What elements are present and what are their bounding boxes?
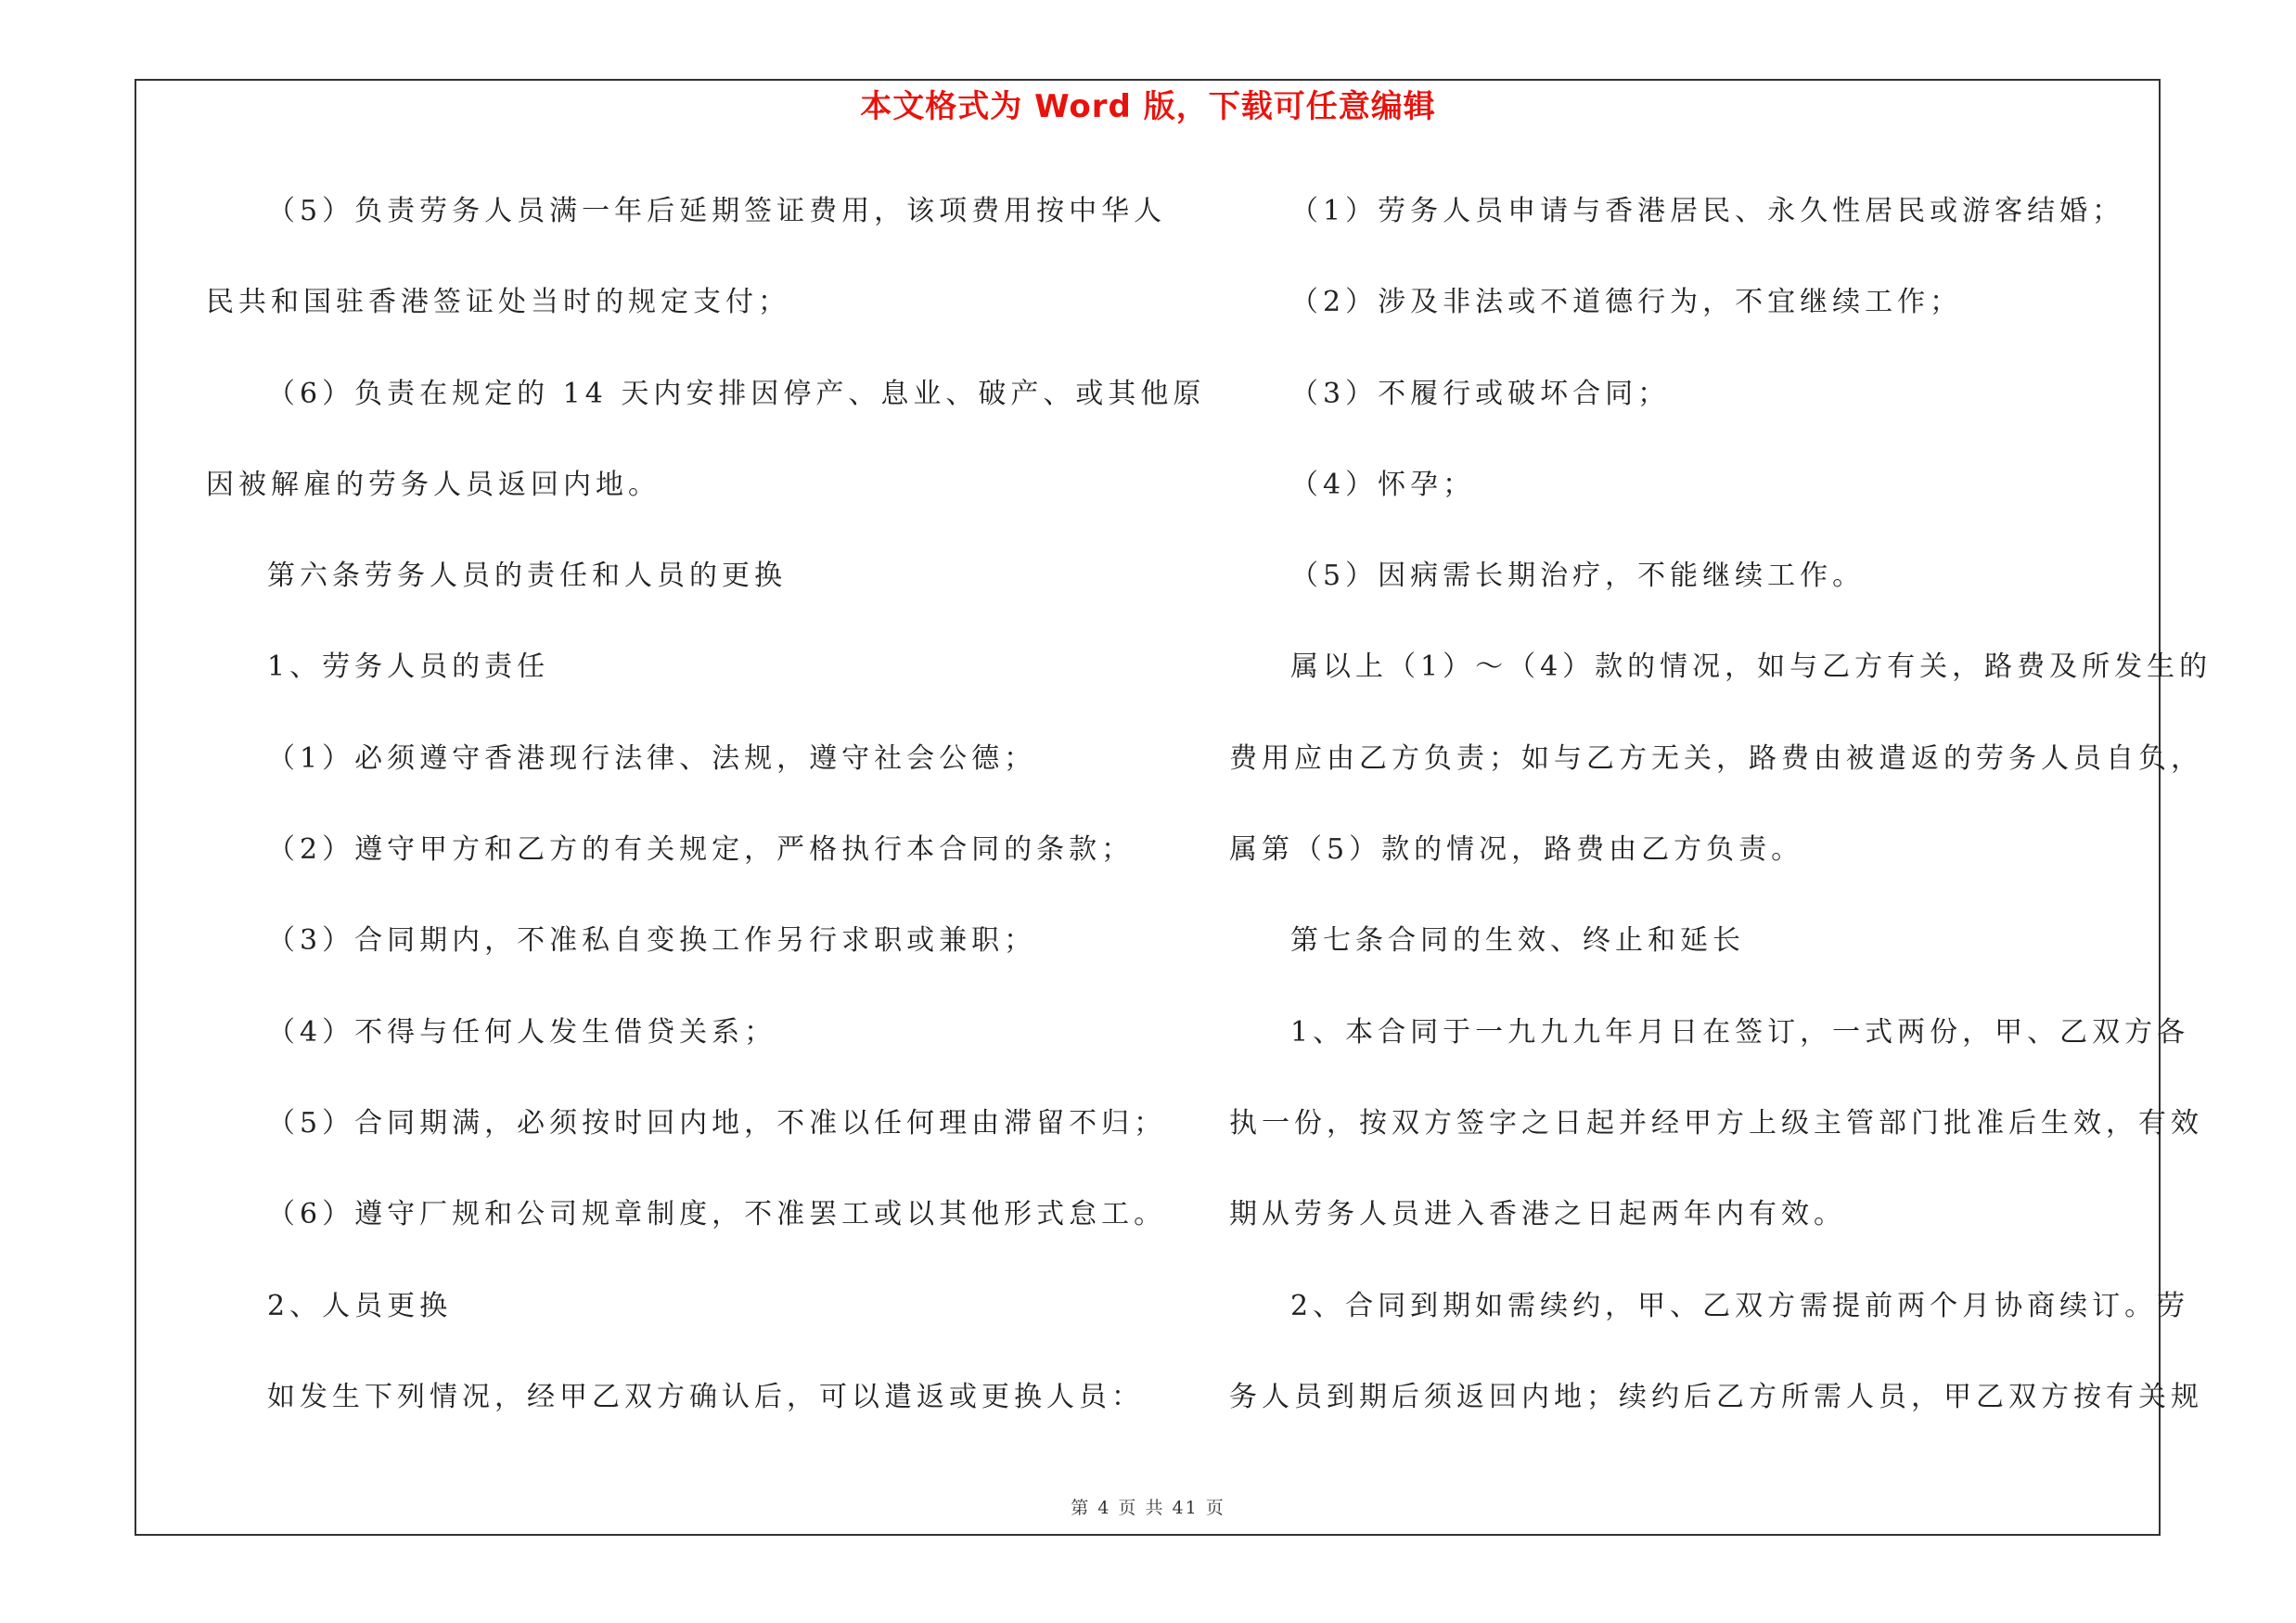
paragraph-line: 执一份，按双方签字之日起并经甲方上级主管部门批准后生效，有效 [1229,1106,2203,1140]
paragraph-line: （2）遵守甲方和乙方的有关规定，严格执行本合同的条款； [267,833,1135,867]
paragraph-line: 费用应由乙方负责；如与乙方无关，路费由被遣返的劳务人员自负， [1229,741,2203,775]
editable-format-banner: 本文格式为 Word 版，下载可任意编辑 [860,88,1436,125]
paragraph-line: 2、人员更换 [267,1289,453,1322]
right-text-column [1229,184,2213,1461]
paragraph-line: 民共和国驻香港签证处当时的规定支付； [206,286,790,319]
paragraph-line: 如发生下列情况，经甲乙双方确认后，可以遣返或更换人员： [267,1380,1144,1413]
paragraph-line: （1）必须遵守香港现行法律、法规，遵守社会公德； [267,741,1037,775]
paragraph-line: 第七条合同的生效、终止和延长 [1290,924,1745,958]
paragraph-line: 第六条劳务人员的责任和人员的更换 [267,560,787,593]
paragraph-line: 属以上（1）～（4）款的情况，如与乙方有关，路费及所发生的 [1290,650,2213,684]
paragraph-line: （6）负责在规定的 14 天内安排因停产、息业、破产、或其他原 [267,377,1206,410]
paragraph-line: （6）遵守厂规和公司规章制度，不准罢工或以其他形式怠工。 [267,1198,1167,1231]
paragraph-line: 2、合同到期如需续约，甲、乙双方需提前两个月协商续订。劳 [1290,1289,2190,1322]
page-number-footer: 第 4 页 共 41 页 [1071,1498,1225,1518]
paragraph-line: （1）劳务人员申请与香港居民、永久性居民或游客结婚； [1290,195,2125,227]
paragraph-line: （5）因病需长期治疗，不能继续工作。 [1290,560,1866,593]
paragraph-line: （5）负责劳务人员满一年后延期签证费用，该项费用按中华人 [267,195,1167,227]
paragraph-line: 因被解雇的劳务人员返回内地。 [206,468,661,501]
paragraph-line: 务人员到期后须返回内地；续约后乙方所需人员，甲乙双方按有关规 [1229,1380,2203,1413]
paragraph-line: （5）合同期满，必须按时回内地，不准以任何理由滞留不归； [267,1106,1167,1140]
paragraph-line: （4）不得与任何人发生借贷关系； [267,1015,777,1049]
paragraph-line: （2）涉及非法或不道德行为，不宜继续工作； [1290,286,1963,319]
paragraph-line: （3）合同期内，不准私自变换工作另行求职或兼职； [267,924,1037,958]
left-text-column [206,184,1206,1461]
paragraph-line: 期从劳务人员进入香港之日起两年内有效。 [1229,1198,1846,1231]
paragraph-line: （4）怀孕； [1290,468,1476,501]
paragraph-line: 1、劳务人员的责任 [267,650,550,684]
paragraph-line: 1、本合同于一九九九年月日在签订，一式两份，甲、乙双方各 [1290,1015,2190,1049]
paragraph-line: （3）不履行或破坏合同； [1290,377,1671,410]
paragraph-line: 属第（5）款的情况，路费由乙方负责。 [1229,833,1804,867]
